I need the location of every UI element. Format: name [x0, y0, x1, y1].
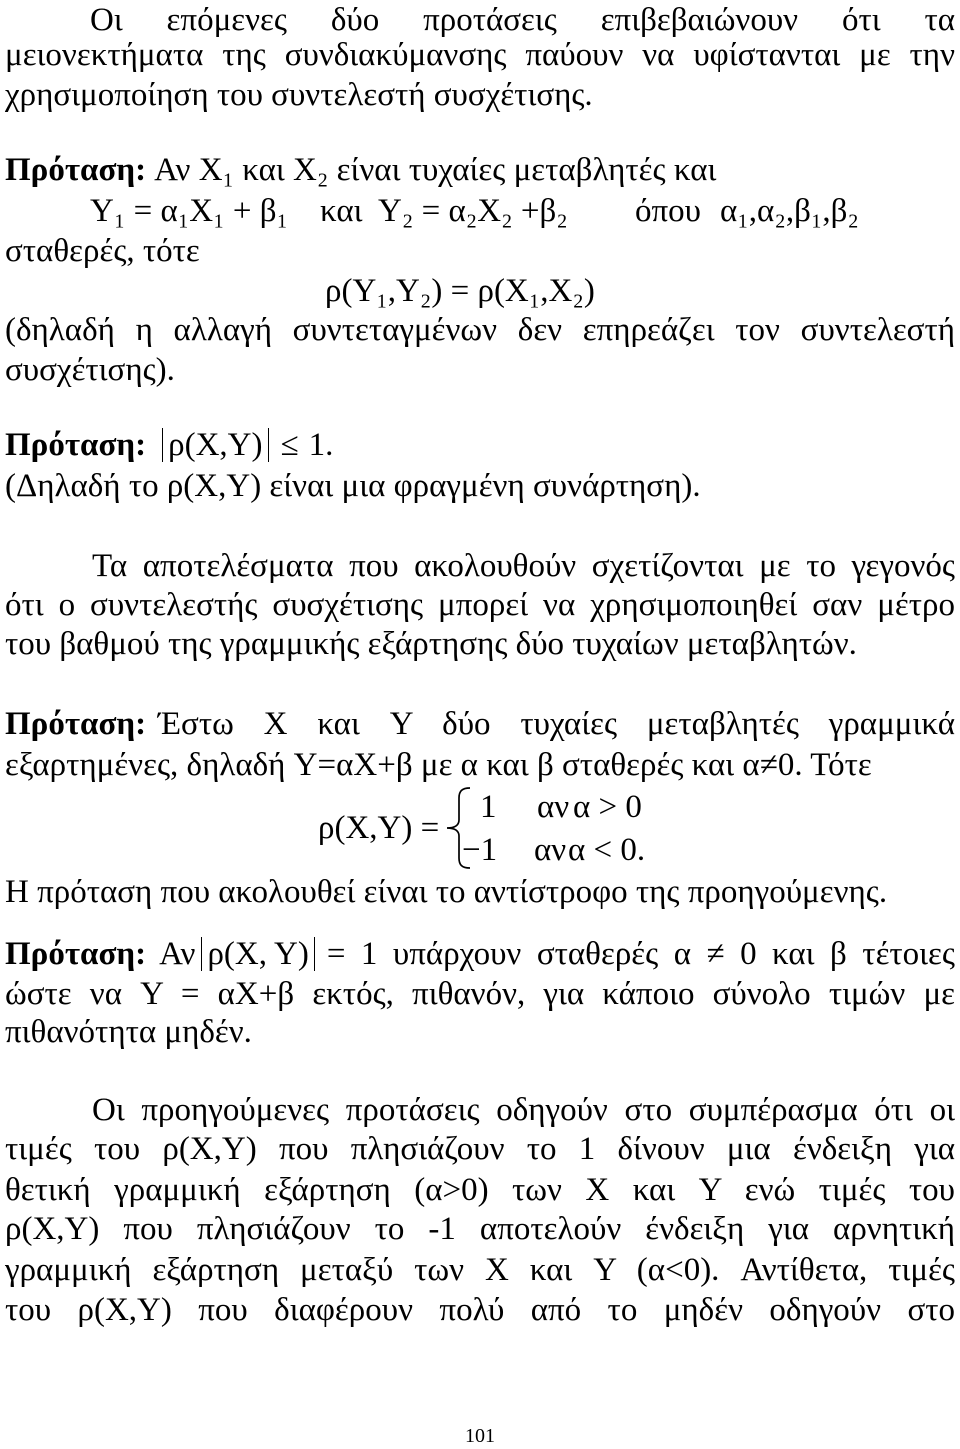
proposition-1-remark-line-1: (δηλαδή η αλλαγή συντεταγμένων δεν επηρεάζει τον συντελεστή [5, 312, 955, 348]
proposition-1-formula: ρ(Y₁,Y₂) = ρ(X₁,X₂) [325, 273, 595, 309]
case-1-value: 1 [480, 789, 497, 825]
less-equal-sign: ≤ [280, 427, 299, 463]
proposition-2-label: Πρόταση: [5, 427, 147, 463]
conclusion-line-1: Οι προηγούμενες προτάσεις οδηγούν στο συμπέρασμα ότι οι [92, 1092, 955, 1128]
bound-value: 1. [308, 427, 334, 463]
proposition-1-statement [5, 150, 716, 190]
proposition-4-lead: Αν [159, 936, 196, 972]
conclusion-line-2: τιμές του ρ(X,Y) που πλησιάζουν το 1 δίνουν μια ένδειξη για [5, 1131, 955, 1167]
proposition-4-line-3: πιθανότητα μηδέν. [5, 1014, 252, 1050]
proposition-3-line-2: εξαρτημένες, δηλαδή Y=αX+β με α και β σταθερές και α≠0. Τότε [5, 747, 872, 783]
proposition-4-statement [5, 934, 955, 974]
definition-y1: Y₁ = α₁X₁ + β₁ [90, 193, 288, 229]
proposition-2-statement [5, 425, 333, 465]
piecewise-lhs: ρ(X,Y) = [318, 810, 440, 846]
conclusion-line-4: ρ(X,Y) που πλησιάζουν το -1 αποτελούν ένδειξη για αρνητική [5, 1211, 955, 1247]
proposition-3-statement [5, 704, 955, 744]
intro-line-3: χρησιμοποίηση του συντελεστή συσχέτισης. [5, 77, 593, 113]
proposition-1-label: Πρόταση: [5, 152, 147, 188]
definition-and: και [320, 193, 363, 229]
conclusion-line-6: του ρ(X,Y) που διαφέρουν πολύ από το μηδέν οδηγούν στο [5, 1292, 955, 1328]
intro-line-2: μειονεκτήματα της συνδιακύμανσης παύουν να υφίστανται με την [5, 37, 955, 73]
case-2-condition: α < 0. [568, 832, 646, 868]
absolute-value-bars [201, 937, 314, 971]
paragraph-2-line-3: του βαθμού της γραμμικής εξάρτησης δύο τυχαίων μεταβλητών. [5, 626, 857, 662]
proposition-1-remark-line-2: συσχέτισης). [5, 352, 175, 388]
proposition-1-definition [0, 191, 960, 231]
conclusion-line-3: θετική γραμμική εξάρτηση (α>0) των X και Y ενώ τιμές του [5, 1172, 955, 1208]
correlation-expression: ρ(X, Y) [207, 936, 309, 972]
intro-line-1: Οι επόμενες δύο προτάσεις επιβεβαιώνουν ότι τα [90, 2, 955, 38]
proposition-4-line-2: ώστε να Y = αX+β εκτός, πιθανόν, για κάποιο σύνολο τιμών με [5, 976, 955, 1012]
proposition-3-remark: Η πρόταση που ακολουθεί είναι το αντίστροφο της προηγούμενης. [5, 874, 888, 910]
paragraph-2-line-2: ότι ο συντελεστής συσχέτισης μπορεί να χρησιμοποιηθεί σαν μέτρο [5, 587, 955, 623]
proposition-3-line-1: Έστω X και Y δύο τυχαίες μεταβλητές γραμμικά [158, 706, 955, 742]
case-2-value: −1 [462, 832, 498, 868]
proposition-4-line-1-rest: = 1 υπάρχουν σταθερές α ≠ 0 και β τέτοιες [326, 936, 955, 972]
paragraph-2-line-1: Τα αποτελέσματα που ακολουθούν σχετίζονται με το γεγονός [92, 548, 955, 584]
definition-constants: α₁,α₂,β₁,β₂ [720, 193, 859, 229]
case-2-word: αν [534, 832, 567, 868]
proposition-3-label: Πρόταση: [5, 706, 147, 742]
absolute-value-bars [162, 428, 268, 462]
proposition-2-remark: (Δηλαδή το ρ(X,Y) είναι μια φραγμένη συνάρτηση). [5, 468, 701, 504]
correlation-expression: ρ(X,Y) [168, 427, 263, 463]
proposition-4-label: Πρόταση: [5, 936, 147, 972]
piecewise-equation [0, 786, 960, 872]
conclusion-line-5: γραμμική εξάρτηση μεταξύ των X και Y (α<0). Αντίθετα, τιμές [5, 1252, 955, 1288]
definition-y2: Y₂ = α₂X₂ +β₂ [378, 193, 568, 229]
page-number: 101 [465, 1425, 495, 1447]
proposition-1-text: Αν X₁ και X₂ είναι τυχαίες μεταβλητές και [154, 152, 717, 188]
proposition-1-continuation: σταθερές, τότε [5, 233, 200, 269]
case-1-condition: α > 0 [573, 789, 642, 825]
case-1-word: αν [537, 789, 570, 825]
definition-where: όπου [635, 193, 701, 229]
